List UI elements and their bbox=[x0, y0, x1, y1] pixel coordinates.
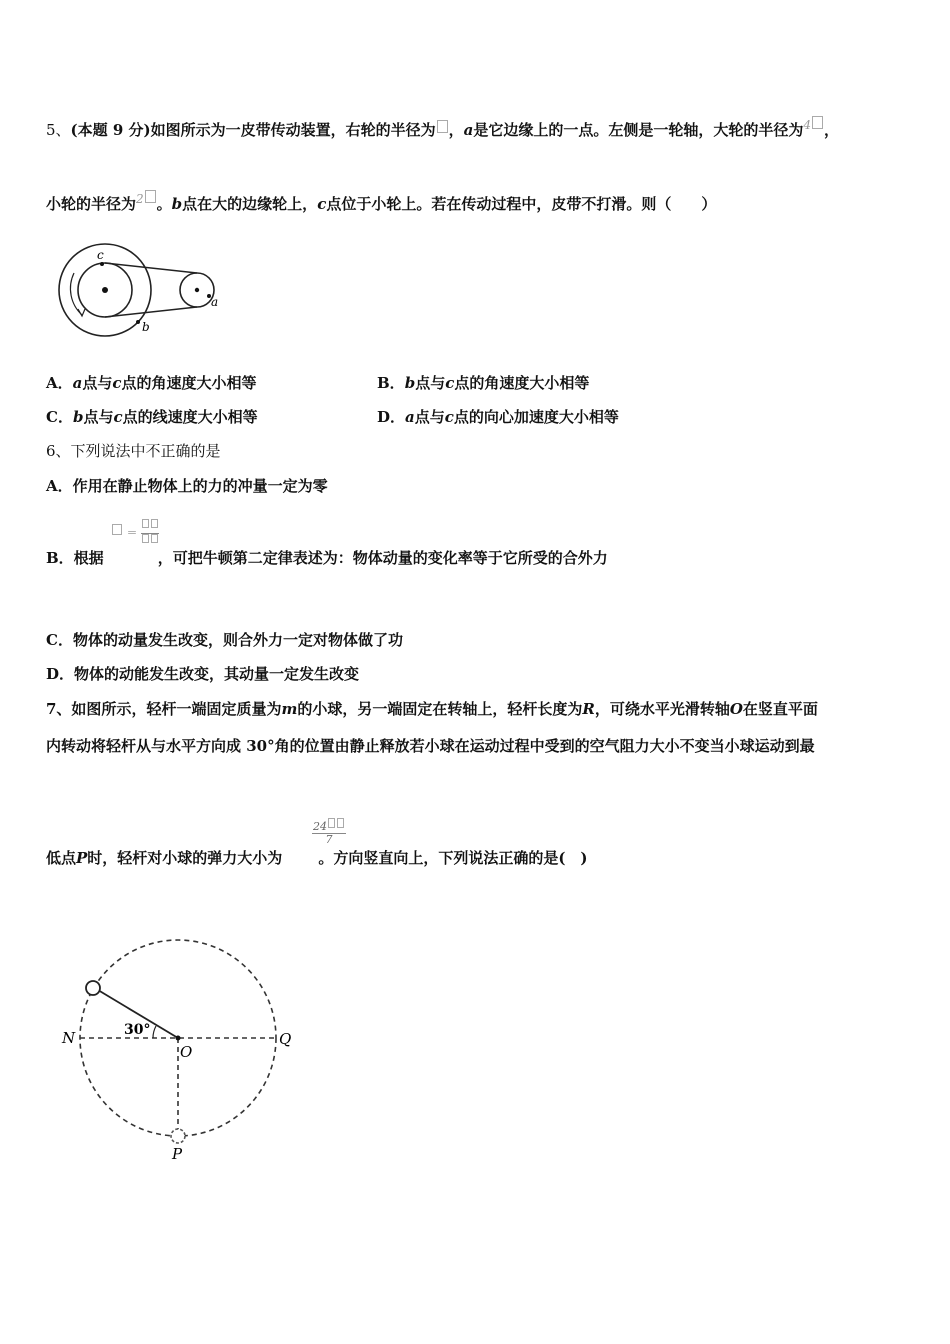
var-c: c bbox=[317, 195, 327, 213]
var: c bbox=[113, 408, 123, 426]
missing-symbol-box bbox=[145, 190, 156, 203]
missing-symbol-box bbox=[151, 519, 158, 528]
option-text: 点与 bbox=[83, 408, 114, 426]
q5-number: 5、 bbox=[46, 121, 71, 139]
label-b: b bbox=[142, 320, 150, 334]
equals-sign: ＝ bbox=[126, 526, 138, 540]
missing-symbol-box bbox=[142, 534, 149, 543]
q6-option-b bbox=[46, 548, 608, 568]
fraction-numerator: 24 bbox=[313, 820, 327, 833]
label-p: P bbox=[172, 1145, 183, 1163]
q5-option-c bbox=[46, 407, 258, 427]
big-wheel-coef: 4 bbox=[803, 118, 812, 132]
var: a bbox=[72, 374, 83, 392]
label-a: a bbox=[211, 295, 219, 309]
option-text: 点的角速度大小相等 bbox=[454, 374, 590, 392]
right-center-dot bbox=[195, 288, 199, 292]
q7-line-2: 内转动将轻杆从与水平方向成 30°角的位置由静止释放若小球在运动过程中受到的空气阻力大小不变当小球运动到最 bbox=[46, 737, 815, 755]
q5-option-b bbox=[377, 373, 589, 393]
q7-line-1 bbox=[46, 699, 818, 719]
q5-stem-part: (本题 9 分)如图所示为一皮带传动装置，右轮的半径为 bbox=[70, 121, 436, 139]
var-a: a bbox=[463, 121, 474, 139]
var: c bbox=[445, 374, 455, 392]
var-r: R bbox=[582, 700, 595, 718]
comma: ， bbox=[448, 121, 464, 139]
label-c: c bbox=[97, 248, 104, 262]
var-b: b bbox=[171, 195, 183, 213]
q5-stem-part: 小轮的半径为 bbox=[46, 195, 137, 213]
q5-line-1 bbox=[46, 115, 839, 140]
option-prefix: C． bbox=[46, 408, 73, 426]
q5-option-d bbox=[377, 407, 619, 427]
var-p: P bbox=[76, 849, 88, 867]
var: c bbox=[444, 408, 454, 426]
fraction-denominator: 7 bbox=[325, 833, 333, 846]
q7-force-fraction bbox=[312, 818, 346, 846]
missing-symbol-box bbox=[112, 524, 122, 535]
belt-bottom bbox=[105, 307, 197, 317]
q6-option-c: C．物体的动量发生改变，则合外力一定对物体做了功 bbox=[46, 631, 403, 649]
label-q: Q bbox=[279, 1030, 292, 1048]
q5-stem-part: 点位于小轮上。若在传动过程中，皮带不打滑。则（ ） bbox=[326, 195, 717, 213]
ball-at-p bbox=[171, 1129, 185, 1143]
missing-symbol-box bbox=[812, 116, 823, 129]
option-text: 点与 bbox=[414, 408, 445, 426]
option-prefix: A． bbox=[46, 374, 73, 392]
q6-stem: 6、下列说法中不正确的是 bbox=[46, 442, 221, 460]
q7-stem-part: 的小球，另一端固定在转轴上，轻杆长度为 bbox=[297, 700, 583, 718]
label-n: N bbox=[62, 1029, 76, 1047]
option-text: ，可把牛顿第二定律表述为：物体动量的变化率等于它所受的合外力 bbox=[157, 549, 608, 567]
angle-arc bbox=[153, 1026, 156, 1038]
q7-stem-part: 低点 bbox=[46, 849, 77, 867]
q5-stem-part: 点在大的边缘轮上， bbox=[182, 195, 318, 213]
belt-drive-figure bbox=[52, 243, 232, 343]
var-m: m bbox=[281, 700, 298, 718]
var: b bbox=[72, 408, 84, 426]
q7-stem-part: 时，轻杆对小球的弹力大小为 bbox=[87, 849, 283, 867]
q7-line-3 bbox=[46, 848, 588, 868]
missing-symbol-box bbox=[337, 818, 344, 828]
q5-option-a bbox=[46, 373, 257, 393]
label-o: O bbox=[180, 1043, 193, 1061]
q5-stem-part: 是它边缘上的一点。左侧是一轮轴，大轮的半径为 bbox=[473, 121, 804, 139]
point-b bbox=[136, 320, 140, 324]
q6-option-a: A．作用在静止物体上的力的冲量一定为零 bbox=[46, 477, 328, 495]
point-c bbox=[100, 262, 104, 266]
var: c bbox=[112, 374, 122, 392]
ball bbox=[86, 981, 100, 995]
option-text: 点与 bbox=[415, 374, 446, 392]
q7-stem-part: 在竖直平面 bbox=[742, 700, 818, 718]
option-text: 点与 bbox=[82, 374, 113, 392]
option-prefix: D． bbox=[377, 408, 406, 426]
center-dot bbox=[102, 287, 108, 293]
q7-stem-part: 。方向竖直向上，下列说法正确的是( ) bbox=[318, 849, 588, 867]
var: a bbox=[405, 408, 415, 426]
option-text: B．根据 bbox=[46, 549, 104, 567]
missing-symbol-box bbox=[142, 519, 149, 528]
rod-circle-figure bbox=[58, 933, 308, 1163]
small-wheel-coef: 2 bbox=[136, 192, 144, 206]
q6-option-d: D．物体的动能发生改变，其动量一定发生改变 bbox=[46, 665, 360, 683]
option-text: 点的向心加速度大小相等 bbox=[453, 408, 619, 426]
period: 。 bbox=[156, 195, 172, 213]
option-text: 点的角速度大小相等 bbox=[121, 374, 257, 392]
belt-top bbox=[105, 263, 197, 273]
q6-formula bbox=[107, 519, 163, 548]
missing-symbol-box bbox=[437, 120, 448, 133]
q7-stem-part: ，可绕水平光滑转轴 bbox=[594, 700, 730, 718]
option-text: 点的线速度大小相等 bbox=[122, 408, 258, 426]
missing-symbol-box bbox=[328, 818, 335, 828]
angle-label: 30° bbox=[124, 1022, 151, 1038]
q7-stem-part: 7、如图所示，轻杆一端固定质量为 bbox=[46, 700, 282, 718]
q5-line-2 bbox=[46, 189, 716, 214]
missing-symbol-box bbox=[151, 534, 158, 543]
var-o: O bbox=[729, 700, 743, 718]
comma: ， bbox=[824, 121, 840, 139]
option-prefix: B． bbox=[377, 374, 405, 392]
axis-o bbox=[176, 1036, 181, 1041]
var: b bbox=[404, 374, 416, 392]
